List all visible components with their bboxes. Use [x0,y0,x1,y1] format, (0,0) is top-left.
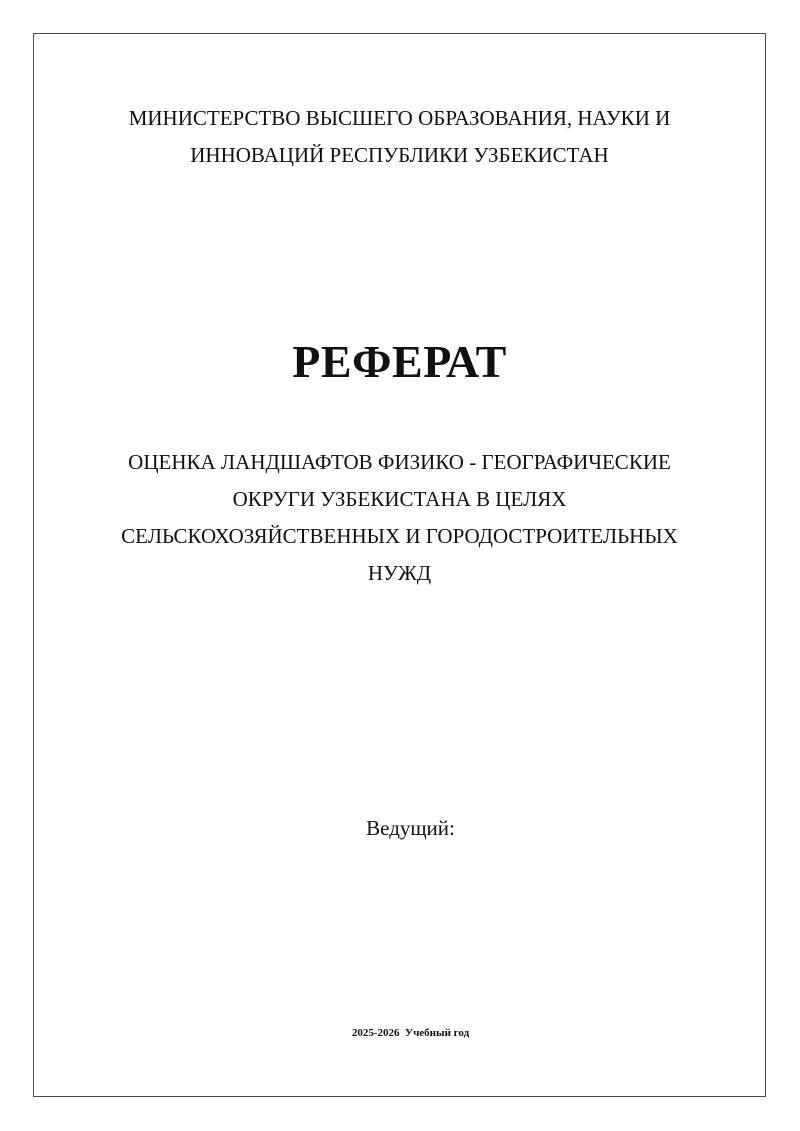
topic-title [33,444,766,592]
academic-year: 2025-2026 Учебный год [351,1027,470,1039]
ministry-line-1: МИНИСТЕРСТВО ВЫСШЕГО ОБРАЗОВАНИЯ, НАУКИ И [128,106,671,130]
supervisor-label: Ведущий: [366,816,455,840]
topic-line-4: НУЖД [367,561,432,585]
topic-line-1: ОЦЕНКА ЛАНДШАФТОВ ФИЗИКО - ГЕОГРАФИЧЕСКИЕ [128,450,671,474]
document-type-title: РЕФЕРАТ [292,336,507,387]
ministry-line-2: ИННОВАЦИЙ РЕСПУБЛИКИ УЗБЕКИСТАН [190,143,609,167]
topic-line-2: ОКРУГИ УЗБЕКИСТАНА В ЦЕЛЯХ [232,487,567,511]
ministry-heading [33,100,766,174]
topic-line-3: СЕЛЬСКОХОЗЯЙСТВЕННЫХ И ГОРОДОСТРОИТЕЛЬНЫХ [121,524,678,548]
